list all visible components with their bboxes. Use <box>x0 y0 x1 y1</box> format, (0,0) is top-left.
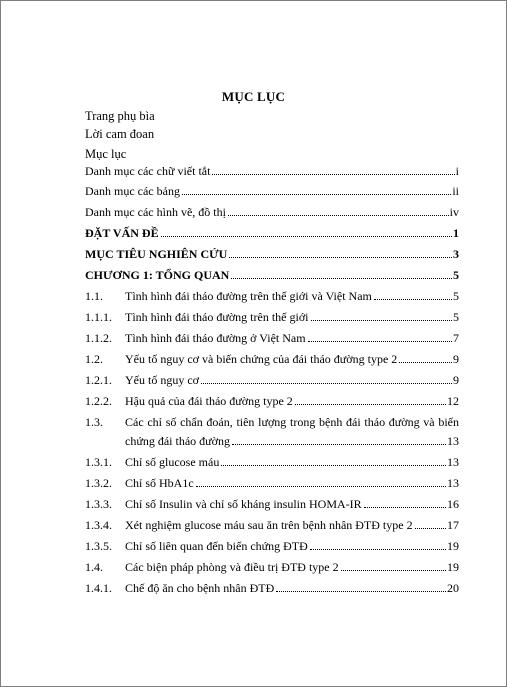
toc-entry-page: 5 <box>453 268 459 282</box>
section-number: 1.1.1. <box>85 310 112 324</box>
toc-entry-text: Các biện pháp phòng và điều trị ĐTĐ type 2 <box>125 560 339 574</box>
section-number: 1.3.2. <box>85 476 112 490</box>
toc-entry-page: 5 <box>453 310 459 324</box>
front-matter-item: Lời cam đoan <box>85 127 155 141</box>
toc-entry-text: Chỉ số Insulin và chỉ số kháng insulin HOMA-IR <box>125 497 362 511</box>
toc-entry-text: Danh mục các chữ viết tắt <box>85 164 211 178</box>
dot-leader <box>308 341 452 342</box>
toc-entry-page: 17 <box>447 518 459 532</box>
toc-entry-text: Chỉ số glucose máu <box>125 455 220 469</box>
front-matter-item: Trang phụ bìa <box>85 109 155 123</box>
dot-leader <box>310 549 446 550</box>
dot-leader <box>212 174 454 175</box>
toc-entry <box>125 331 459 345</box>
dot-leader <box>231 278 452 279</box>
section-number: 1.1.2. <box>85 331 112 345</box>
section-number: 1.3.3. <box>85 497 112 511</box>
toc-entry-page: i <box>455 164 459 178</box>
dot-leader <box>364 507 446 508</box>
toc-entry-page: 19 <box>447 560 459 574</box>
section-number: 1.3. <box>85 415 103 429</box>
toc-entry-text-line: Các chỉ số chẩn đoán, tiên lượng trong bệnh đái tháo đường và biến <box>125 415 459 429</box>
dot-leader <box>182 194 451 195</box>
section-number: 1.3.1. <box>85 455 112 469</box>
toc-entry-page: 13 <box>447 434 459 448</box>
dot-leader <box>415 528 446 529</box>
toc-entry-text: Tình hình đái tháo đường trên thế giới và Việt Nam <box>125 289 372 303</box>
dot-leader <box>276 591 446 592</box>
toc-entry <box>125 455 459 469</box>
section-number: 1.1. <box>85 289 103 303</box>
dot-leader <box>311 320 453 321</box>
toc-entry-page: 1 <box>453 226 459 240</box>
dot-leader <box>229 257 452 258</box>
section-number: 1.4.1. <box>85 581 112 595</box>
toc-entry <box>125 434 459 448</box>
toc-entry <box>125 310 459 324</box>
toc-entry-text: Tình hình đái tháo đường ở Việt Nam <box>125 331 306 345</box>
toc-entry-text: Hậu quả của đái tháo đường type 2 <box>125 394 293 408</box>
section-number: 1.2. <box>85 352 103 366</box>
toc-entry-page: 13 <box>447 455 459 469</box>
toc-entry-text: Danh mục các hình vẽ, đồ thị <box>85 205 226 219</box>
toc-entry <box>125 289 459 303</box>
toc-entry-page: 12 <box>447 394 459 408</box>
toc-entry-text: Yếu tố nguy cơ <box>125 373 199 387</box>
section-number: 1.4. <box>85 560 103 574</box>
toc-entry <box>125 476 459 490</box>
dot-leader <box>161 236 452 237</box>
toc-entry-text: MỤC TIÊU NGHIÊN CỨU <box>85 247 228 261</box>
section-number: 1.3.4. <box>85 518 112 532</box>
toc-entry-text: Chỉ số HbA1c <box>125 476 194 490</box>
dot-leader <box>232 444 446 445</box>
page-title: MỤC LỤC <box>221 89 286 104</box>
toc-entry-page: iv <box>449 205 459 219</box>
toc-entry <box>125 581 459 595</box>
toc-entry-page: 13 <box>447 476 459 490</box>
toc-entry <box>125 352 459 366</box>
toc-entry <box>85 226 459 240</box>
dot-leader <box>341 570 446 571</box>
toc-entry-page: 16 <box>447 497 459 511</box>
toc-entry-text: Xét nghiệm glucose máu sau ăn trên bệnh nhân ĐTĐ type 2 <box>125 518 413 532</box>
toc-entry <box>85 247 459 261</box>
front-matter-item: Mục lục <box>85 147 127 161</box>
dot-leader <box>374 299 452 300</box>
toc-entry-page: ii <box>452 184 459 198</box>
toc-entry <box>125 373 459 387</box>
toc-entry <box>85 268 459 282</box>
toc-entry <box>125 518 459 532</box>
toc-entry <box>125 394 459 408</box>
dot-leader <box>399 362 452 363</box>
toc-entry <box>85 205 459 219</box>
toc-entry <box>125 560 459 574</box>
toc-entry-page: 9 <box>453 373 459 387</box>
dot-leader <box>228 215 449 216</box>
toc-entry <box>85 164 459 178</box>
dot-leader <box>196 486 446 487</box>
toc-entry <box>125 539 459 553</box>
dot-leader <box>295 404 446 405</box>
toc-entry-text: Tình hình đái tháo đường trên thế giới <box>125 310 309 324</box>
toc-entry-page: 5 <box>453 289 459 303</box>
toc-entry-text: ĐẶT VẤN ĐỀ <box>85 226 159 240</box>
toc-entry-page: 19 <box>447 539 459 553</box>
toc-entry <box>125 497 459 511</box>
toc-entry-text: Danh mục các bảng <box>85 184 180 198</box>
section-number: 1.3.5. <box>85 539 112 553</box>
toc-entry-text: CHƯƠNG 1: TỔNG QUAN <box>85 268 230 282</box>
toc-entry-page: 7 <box>453 331 459 345</box>
toc-entry-page: 20 <box>447 581 459 595</box>
toc-entry-page: 3 <box>453 247 459 261</box>
toc-entry <box>85 184 459 198</box>
toc-entry-text: Chế độ ăn cho bệnh nhân ĐTĐ <box>125 581 275 595</box>
toc-entry-text: Yếu tố nguy cơ và biến chứng của đái tháo đường type 2 <box>125 352 398 366</box>
toc-entry-text: Chỉ số liên quan đến biến chứng ĐTĐ <box>125 539 308 553</box>
section-number: 1.2.2. <box>85 394 112 408</box>
dot-leader <box>201 383 452 384</box>
dot-leader <box>221 465 446 466</box>
toc-entry-page: 9 <box>453 352 459 366</box>
section-number: 1.2.1. <box>85 373 112 387</box>
toc-entry-text: chứng đái tháo đường <box>125 434 230 448</box>
